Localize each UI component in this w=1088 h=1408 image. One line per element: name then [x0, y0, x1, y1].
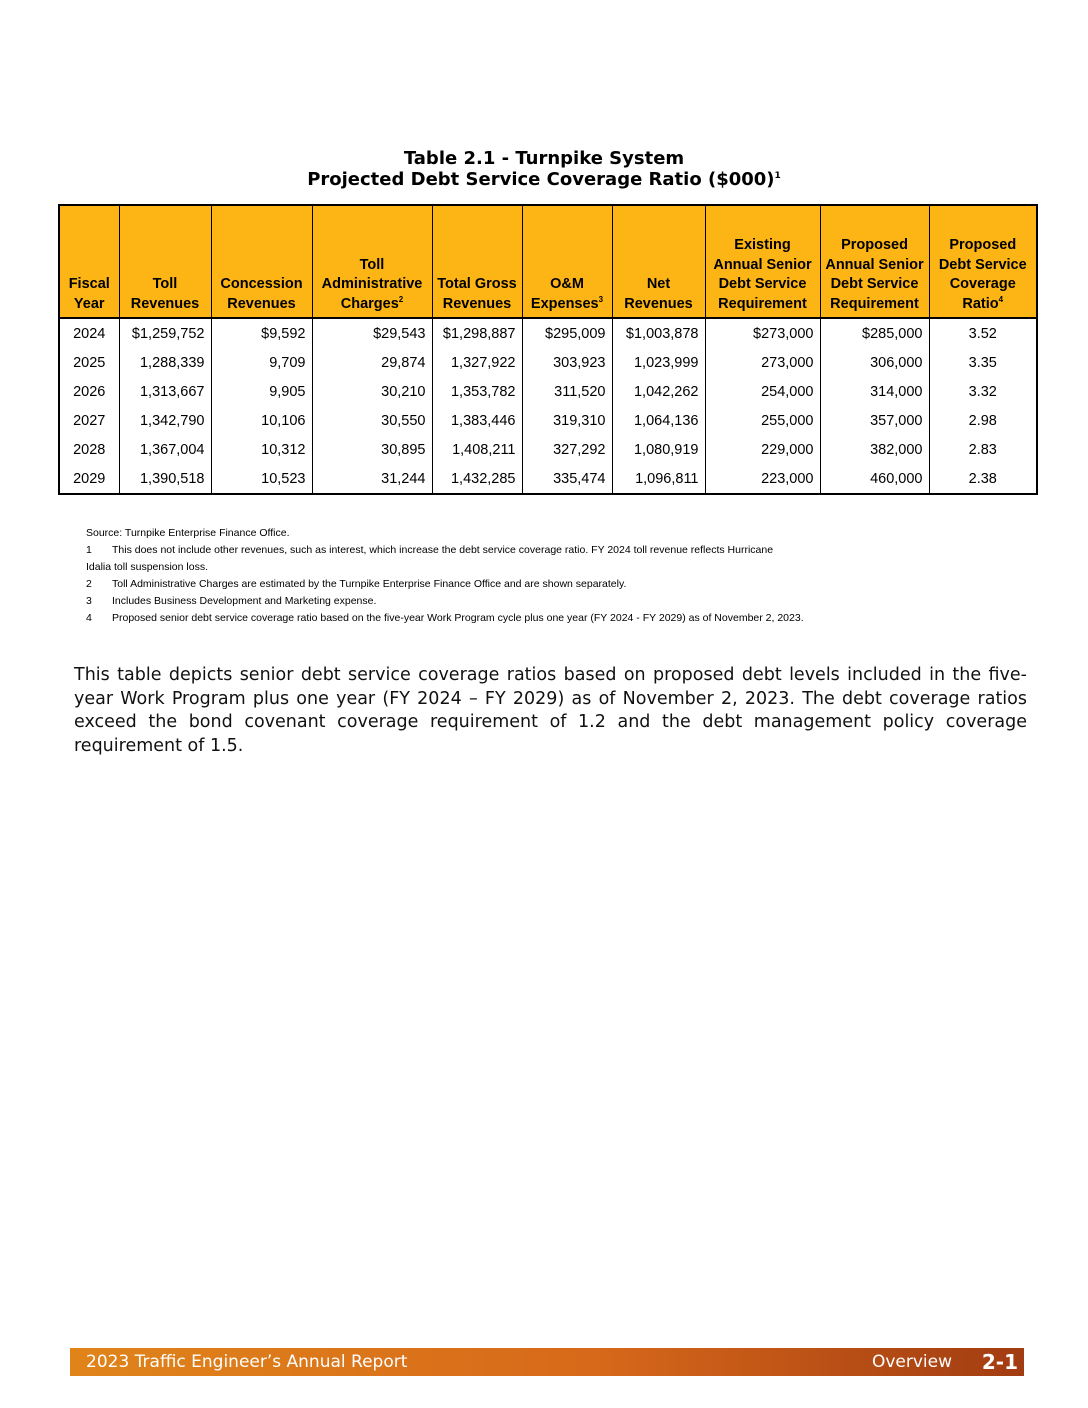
table-row	[59, 377, 1037, 406]
section-name: Overview	[871, 1352, 952, 1372]
header-net-revenues: Net Revenues	[612, 205, 705, 318]
cell-proposed-debt-service: 382,000	[820, 435, 929, 464]
cell-existing-debt-service: 254,000	[705, 377, 820, 406]
cell-total-gross-revenues: $1,298,887	[432, 318, 522, 348]
footnote-item	[86, 610, 906, 627]
cell-om-expenses: 327,292	[522, 435, 612, 464]
cell-coverage-ratio: 2.83	[929, 435, 1037, 464]
cell-toll-admin-charges: 31,244	[312, 464, 432, 494]
header-concession-revenues: Concession Revenues	[211, 205, 312, 318]
cell-existing-debt-service: 273,000	[705, 348, 820, 377]
header-toll-revenues: Toll Revenues	[119, 205, 211, 318]
table-row	[59, 464, 1037, 494]
cell-fiscal-year: 2028	[59, 435, 119, 464]
table-title-line-1: Table 2.1 - Turnpike System	[403, 148, 685, 169]
footnote-number: 2	[86, 578, 92, 590]
cell-om-expenses: 319,310	[522, 406, 612, 435]
table-title-footnote-ref: 1	[774, 171, 781, 181]
cell-toll-admin-charges: 30,550	[312, 406, 432, 435]
cell-toll-revenues: 1,367,004	[119, 435, 211, 464]
footnote-item	[86, 542, 906, 559]
cell-concession-revenues: 9,709	[211, 348, 312, 377]
header-coverage-ratio: Proposed Debt Service Coverage Ratio$^4$	[929, 205, 1037, 318]
cell-toll-admin-charges: $29,543	[312, 318, 432, 348]
cell-existing-debt-service: $273,000	[705, 318, 820, 348]
table-row	[59, 318, 1037, 348]
footnote-number: 3	[86, 595, 92, 607]
cell-proposed-debt-service: 306,000	[820, 348, 929, 377]
cell-toll-admin-charges: 29,874	[312, 348, 432, 377]
cell-net-revenues: 1,042,262	[612, 377, 705, 406]
cell-coverage-ratio: 3.35	[929, 348, 1037, 377]
cell-concession-revenues: 10,523	[211, 464, 312, 494]
cell-proposed-debt-service: $285,000	[820, 318, 929, 348]
cell-toll-revenues: $1,259,752	[119, 318, 211, 348]
table-title-line-2-text: Projected Debt Service Coverage Ratio ($000)	[307, 169, 775, 190]
cell-toll-admin-charges: 30,210	[312, 377, 432, 406]
page-number: 2-1	[981, 1350, 1018, 1374]
cell-total-gross-revenues: 1,353,782	[432, 377, 522, 406]
footnote-item	[86, 593, 906, 610]
table-footnotes	[86, 525, 906, 627]
table-row	[59, 435, 1037, 464]
cell-toll-revenues: 1,342,790	[119, 406, 211, 435]
cell-total-gross-revenues: 1,408,211	[432, 435, 522, 464]
cell-concession-revenues: 10,312	[211, 435, 312, 464]
table-title-line-2	[0, 169, 1088, 190]
cell-existing-debt-service: 255,000	[705, 406, 820, 435]
report-title: 2023 Traffic Engineer’s Annual Report	[86, 1352, 408, 1372]
cell-coverage-ratio: 2.38	[929, 464, 1037, 494]
cell-fiscal-year: 2025	[59, 348, 119, 377]
cell-fiscal-year: 2027	[59, 406, 119, 435]
header-toll-admin-charges: Toll Administrative Charges$^2$	[312, 205, 432, 318]
cell-fiscal-year: 2029	[59, 464, 119, 494]
cell-net-revenues: 1,023,999	[612, 348, 705, 377]
cell-coverage-ratio: 3.52	[929, 318, 1037, 348]
cell-proposed-debt-service: 357,000	[820, 406, 929, 435]
cell-net-revenues: 1,096,811	[612, 464, 705, 494]
cell-toll-revenues: 1,390,518	[119, 464, 211, 494]
cell-existing-debt-service: 223,000	[705, 464, 820, 494]
cell-om-expenses: $295,009	[522, 318, 612, 348]
footnote-number: 1	[86, 544, 92, 556]
cell-net-revenues: 1,064,136	[612, 406, 705, 435]
cell-concession-revenues: $9,592	[211, 318, 312, 348]
table-row	[59, 406, 1037, 435]
footnote-item	[86, 576, 906, 593]
cell-om-expenses: 311,520	[522, 377, 612, 406]
footnote-number: 4	[86, 612, 92, 624]
cell-coverage-ratio: 3.32	[929, 377, 1037, 406]
cell-om-expenses: 303,923	[522, 348, 612, 377]
cell-net-revenues: 1,080,919	[612, 435, 705, 464]
debt-service-table	[58, 204, 1038, 495]
cell-coverage-ratio: 2.98	[929, 406, 1037, 435]
body-paragraph: This table depicts senior debt service coverage ratios based on proposed debt levels included in the five-year Work Program plus one year (FY 2024 – FY 2029) as of November 2, 2023. The debt coverage ratios exceed the bond covenant coverage requirement of 1.2 and the debt management policy coverage requirement of 1.5.	[74, 665, 1027, 756]
cell-fiscal-year: 2026	[59, 377, 119, 406]
table-row	[59, 348, 1037, 377]
cell-toll-admin-charges: 30,895	[312, 435, 432, 464]
header-proposed-debt-service: Proposed Annual Senior Debt Service Requirement	[820, 205, 929, 318]
header-total-gross-revenues: Total Gross Revenues	[432, 205, 522, 318]
cell-proposed-debt-service: 460,000	[820, 464, 929, 494]
table-header-row	[59, 205, 1037, 318]
cell-concession-revenues: 10,106	[211, 406, 312, 435]
cell-total-gross-revenues: 1,327,922	[432, 348, 522, 377]
footnote-text: Includes Business Development and Marketing expense.	[112, 595, 377, 607]
footnote-text: This does not include other revenues, such as interest, which increase the debt service coverage ratio. FY 2024 toll revenue reflects Hurricane	[112, 544, 774, 556]
cell-net-revenues: $1,003,878	[612, 318, 705, 348]
footnote-continuation: Idalia toll suspension loss.	[86, 561, 208, 573]
page-footer	[70, 1348, 1024, 1376]
table-title	[0, 148, 1088, 190]
footnote-text: Proposed senior debt service coverage ratio based on the five-year Work Program cycle plus one year (FY 2024 - FY 2029) as of November 2, 2023.	[112, 612, 804, 624]
cell-toll-revenues: 1,313,667	[119, 377, 211, 406]
cell-concession-revenues: 9,905	[211, 377, 312, 406]
footnote-text: Toll Administrative Charges are estimated by the Turnpike Enterprise Finance Office and are shown separately.	[112, 578, 627, 590]
cell-total-gross-revenues: 1,383,446	[432, 406, 522, 435]
header-om-expenses: O&M Expenses$^3$	[522, 205, 612, 318]
header-fiscal-year: Fiscal Year	[59, 205, 119, 318]
source-note: Source: Turnpike Enterprise Finance Office.	[86, 527, 290, 539]
cell-existing-debt-service: 229,000	[705, 435, 820, 464]
header-existing-debt-service: Existing Annual Senior Debt Service Requirement	[705, 205, 820, 318]
cell-toll-revenues: 1,288,339	[119, 348, 211, 377]
cell-fiscal-year: 2024	[59, 318, 119, 348]
cell-proposed-debt-service: 314,000	[820, 377, 929, 406]
cell-total-gross-revenues: 1,432,285	[432, 464, 522, 494]
cell-om-expenses: 335,474	[522, 464, 612, 494]
